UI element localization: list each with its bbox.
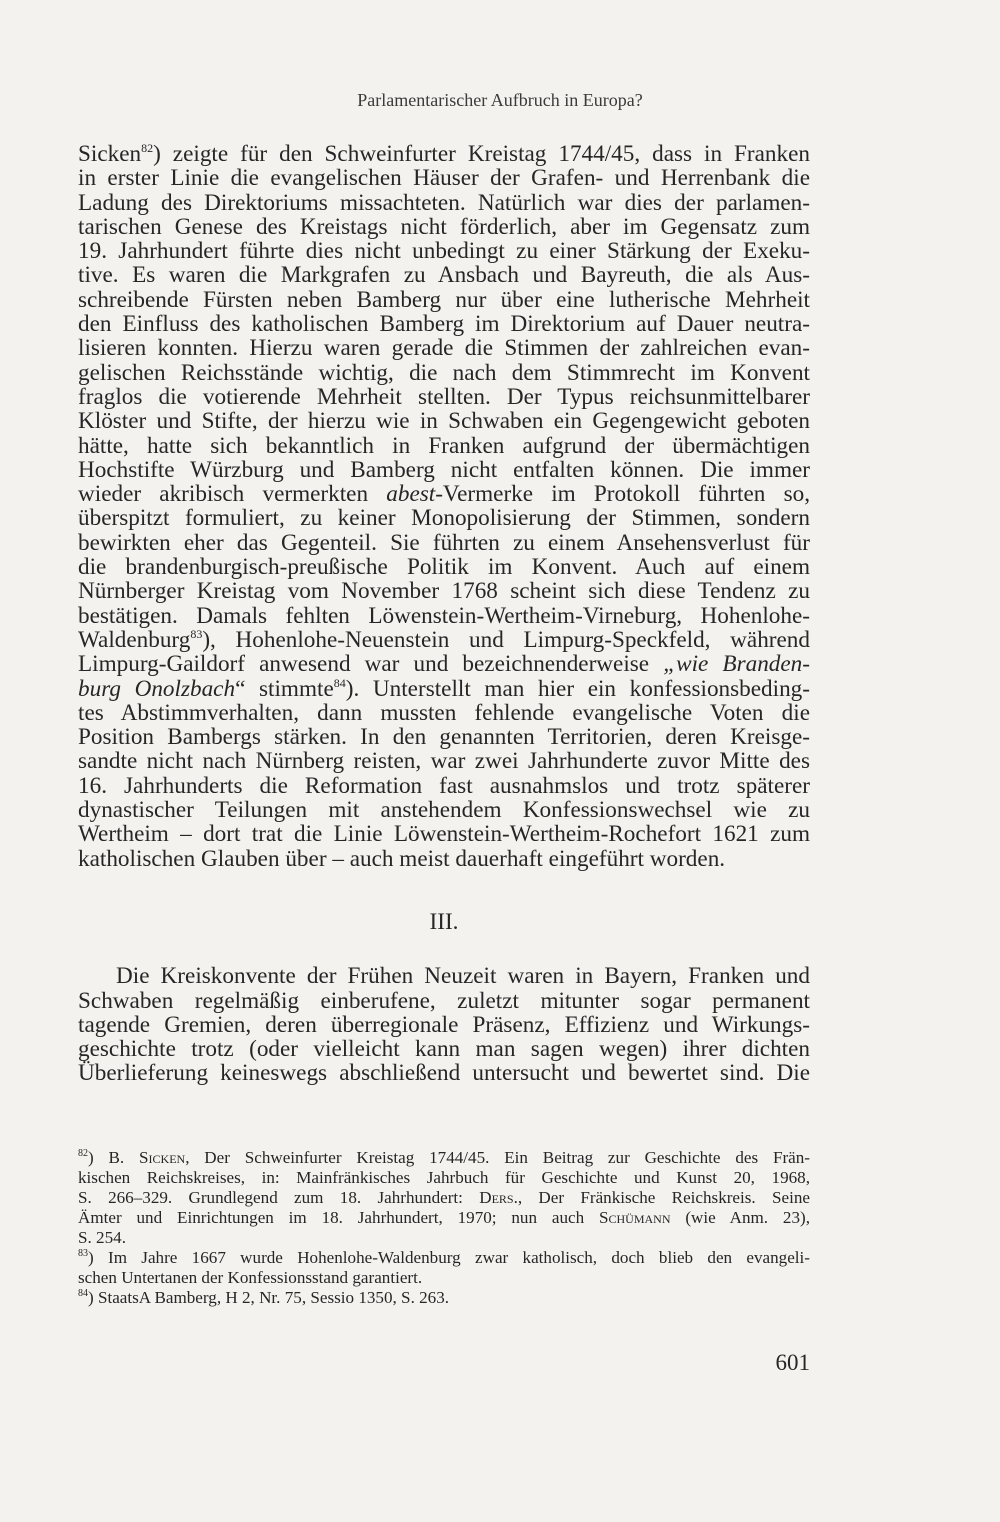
footnote-line: Ämter und Einrichtungen im 18. Jahrhundert, 1970; nun auch Schümann (wie Anm. 23), — [78, 1208, 810, 1227]
text-line: Die Kreiskonvente der Frühen Neuzeit waren in Bayern, Franken und — [116, 963, 810, 990]
footnote-82 — [78, 1148, 810, 1248]
footnote-line: $^{82}$) B. Sicken, Der Schweinfurter Kreistag 1744/45. Ein Beitrag zur Geschichte des Frän- — [78, 1148, 810, 1167]
text-line: hätte, hatte sich bekanntlich in Franken aufgrund der übermächtigen — [78, 432, 810, 459]
footnote-line: $^{84}$) StaatsA Bamberg, H 2, Nr. 75, Sessio 1350, S. 263. — [78, 1288, 450, 1307]
italic-quote: burg Onolzbach — [78, 675, 236, 702]
footnote-mark: 83 — [78, 1248, 88, 1259]
text-line: sandte nicht nach Nürnberg reisten, war zwei Jahrhunderte zuvor Mitte des — [78, 748, 810, 775]
text-line: gelischen Reichsstände wichtig, die nach dem Stimmrecht im Konvent — [78, 359, 810, 386]
text-line: 19. Jahrhundert führte dies nicht unbedingt zu einer Stärkung der Exeku- — [78, 238, 810, 265]
text-line: tes Abstimmverhalten, dann mussten fehlende evangelische Voten die — [78, 699, 810, 726]
footnote-mark: 84 — [78, 1288, 88, 1299]
text-line: Waldenburg$^{83}$), Hohenlohe-Neuenstein und Limpurg-Speckfeld, während — [78, 626, 810, 653]
footnote-line: $^{83}$) Im Jahre 1667 wurde Hohenlohe-Waldenburg zwar katholisch, doch blieb den evangeli- — [78, 1248, 810, 1267]
text-line: wieder akribisch vermerkten abest-Vermerke im Protokoll führten so, — [78, 481, 810, 508]
italic-quote: „wie Branden- — [663, 651, 810, 678]
footnotes — [78, 1148, 810, 1308]
text-line: Überlieferung keineswegs abschließend untersucht und bewertet sind. Die — [78, 1060, 810, 1087]
text-line: in erster Linie die evangelischen Häuser der Grafen- und Herrenbank die — [78, 165, 810, 192]
page-number: 601 — [775, 1350, 810, 1375]
footnote-mark: 82 — [78, 1148, 88, 1159]
footnote-line: S. 266–329. Grundlegend zum 18. Jahrhundert: Ders., Der Fränkische Reichskreis. Seine — [78, 1188, 810, 1207]
text-line: 16. Jahrhunderts die Reformation fast ausnahmslos und trotz späterer — [78, 772, 810, 799]
text-line: Schwaben regelmäßig einberufene, zuletzt mitunter sogar permanent — [78, 987, 810, 1014]
footnote-ref-83[interactable]: 83 — [190, 626, 203, 641]
text-line: Limpurg-Gaildorf anwesend war und bezeichnenderweise „wie Branden- — [78, 651, 810, 678]
italic-term: abest — [386, 481, 436, 508]
text-line: Hochstifte Würzburg und Bamberg nicht entfalten können. Die immer — [78, 456, 810, 483]
footnote-line: S. 254. — [78, 1228, 126, 1247]
text-line: tive. Es waren die Markgrafen zu Ansbach und Bayreuth, die als Aus- — [78, 262, 810, 289]
main-text — [78, 142, 810, 1086]
footnote-ref-82[interactable]: 82 — [141, 141, 154, 155]
text-line: Sicken$^{82}$) zeigte für den Schweinfurter Kreistag 1744/45, dass in Franken — [78, 141, 810, 167]
footnote-83 — [78, 1248, 810, 1288]
text-line: fraglos die votierende Mehrheit stellten. Der Typus reichsunmittelbarer — [78, 383, 810, 410]
section-heading: III. — [429, 908, 459, 935]
footnote-ref-84[interactable]: 84 — [333, 675, 346, 690]
text-line: tarischen Genese des Kreistags nicht förderlich, aber im Gegensatz zum — [78, 213, 810, 240]
text-line: katholischen Glauben über – auch meist dauerhaft eingeführt worden. — [78, 845, 726, 872]
text-line: bestätigen. Damals fehlten Löwenstein-Wertheim-Virneburg, Hohenlohe- — [78, 602, 810, 629]
text-line: überspitzt formuliert, zu keiner Monopolisierung der Stimmen, sondern — [78, 505, 810, 532]
text-line: Nürnberger Kreistag vom November 1768 scheint sich diese Tendenz zu — [78, 578, 810, 605]
text-line: die brandenburgisch-preußische Politik im Konvent. Auch auf einem — [78, 554, 810, 581]
running-head: Parlamentarischer Aufbruch in Europa? — [357, 90, 643, 110]
text-line: burg Onolzbach“ stimmte$^{84}$). Unterstellt man hier ein konfessionsbeding- — [78, 675, 810, 702]
text-line: schreibende Fürsten neben Bamberg nur über eine lutherische Mehrheit — [78, 286, 810, 313]
footnote-line: schen Untertanen der Konfessionsstand garantiert. — [78, 1268, 423, 1287]
text-line: bewirkten eher das Gegenteil. Sie führten zu einem Ansehensverlust für — [78, 529, 810, 556]
paragraph-2 — [78, 964, 810, 1085]
text-line: Ladung des Direktoriums missachteten. Natürlich war dies der parlamen- — [78, 189, 810, 216]
text-line: Klöster und Stifte, der hierzu wie in Schwaben ein Gegengewicht geboten — [78, 408, 810, 435]
paragraph-1 — [78, 142, 810, 871]
text-line: Position Bambergs stärken. In den genannten Territorien, deren Kreisge- — [78, 724, 810, 751]
text-line: lisieren konnten. Hierzu waren gerade die Stimmen der zahlreichen evan- — [78, 335, 810, 362]
text-line: dynastischer Teilungen mit anstehendem Konfessionswechsel wie zu — [78, 797, 810, 824]
text-line: Wertheim – dort trat die Linie Löwenstein-Wertheim-Rochefort 1621 zum — [78, 821, 810, 848]
text-line: tagende Gremien, deren überregionale Präsenz, Effizienz und Wirkungs- — [78, 1011, 810, 1038]
footnote-line: kischen Reichskreises, in: Mainfränkisches Jahrbuch für Geschichte und Kunst 20, 1968, — [78, 1168, 810, 1187]
text-line: den Einfluss des katholischen Bamberg im Direktorium auf Dauer neutra- — [78, 311, 810, 338]
text-line: geschichte trotz (oder vielleicht kann man sagen wegen) ihrer dichten — [78, 1036, 810, 1063]
footnote-84 — [78, 1288, 810, 1308]
